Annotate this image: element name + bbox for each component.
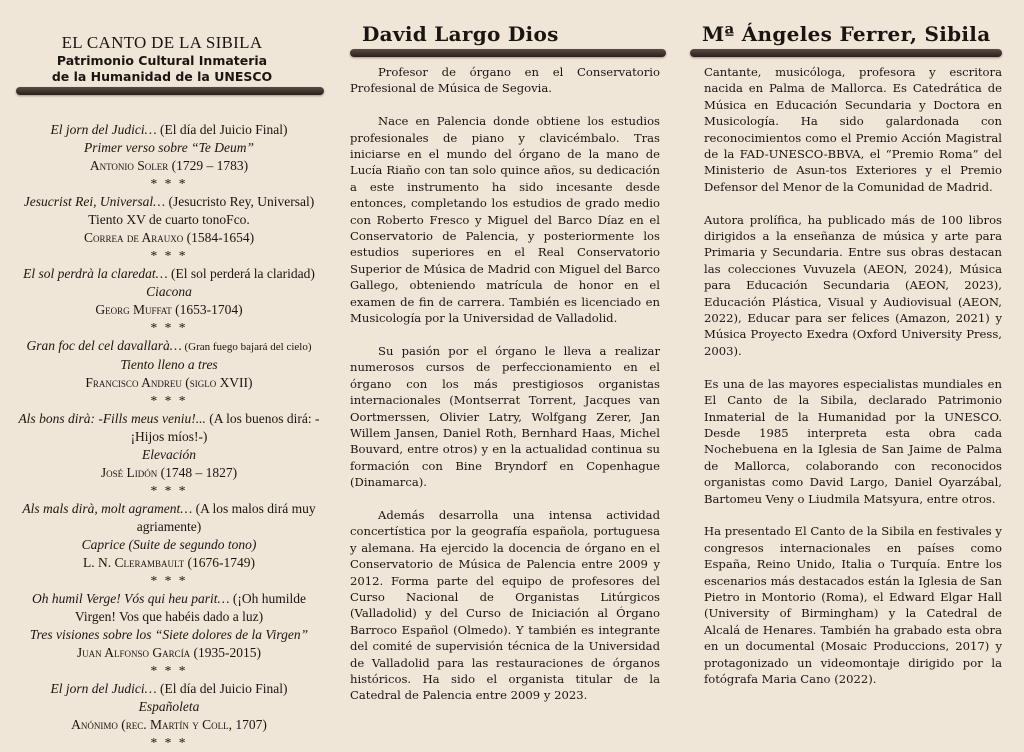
verse-translation: (A los malos dirá muy agriamente) bbox=[136, 501, 316, 534]
composer: José Lidón (1748 – 1827) bbox=[100, 465, 238, 480]
header-divider bbox=[690, 49, 1002, 57]
verse-translation: (El sol perderá la claridad) bbox=[167, 266, 315, 281]
bio-paragraph: Autora prolífica, ha publicado más de 100 libros dirigidos a la enseñanza de música y arte para Primaria y Secundaria. Entre sus obras destacan las colecciones Vuvuzela (AEON, 2024), Música para Educación Secundaria (AEON, 2023), Educación Plástica, Visual y Audiovisual (AEON, 2022), Educar para ser felices (Amazon, 2021) y Música Proyecto Exedra (Oxford University Press, 2003). bbox=[704, 212, 1002, 358]
separator-stars: * * * bbox=[150, 573, 188, 588]
organist-name: David Largo Dios bbox=[362, 22, 559, 46]
organ-work: Primer verso sobre “Te Deum” bbox=[83, 140, 254, 155]
separator-stars: * * * bbox=[150, 248, 188, 263]
verse-catalan: El jorn del Judici… bbox=[50, 122, 157, 137]
separator-stars: * * * bbox=[150, 393, 188, 408]
verse-translation: (El día del Juicio Final) bbox=[156, 681, 288, 696]
program-entry bbox=[12, 590, 326, 680]
singer-bio-column bbox=[690, 0, 1012, 724]
composer: Juan Alfonso García (1935-2015) bbox=[76, 645, 262, 660]
organ-work: Tiento lleno a tres bbox=[120, 357, 218, 372]
organist-bio-column bbox=[350, 0, 668, 724]
composer: Anónimo (rec. Martín y Coll, 1707) bbox=[71, 717, 267, 732]
verse-catalan: Gran foc del cel davallarà… bbox=[26, 338, 182, 353]
program-entry bbox=[12, 265, 326, 337]
song-verse bbox=[12, 680, 326, 698]
concert-subtitle bbox=[12, 53, 312, 85]
organ-work: Tres visiones sobre los “Siete dolores de la Virgen” bbox=[29, 627, 309, 642]
verse-translation: (A los buenos dirá: -¡Hijos míos!-) bbox=[130, 411, 320, 444]
organ-work: Elevación bbox=[142, 447, 196, 462]
composer: Correa de Arauxo (1584-1654) bbox=[83, 230, 255, 245]
program-list bbox=[12, 121, 326, 752]
separator-stars: * * * bbox=[150, 735, 188, 750]
verse-translation: (El día del Juicio Final) bbox=[156, 122, 288, 137]
subtitle-line-1: Patrimonio Cultural Inmateria bbox=[56, 53, 268, 68]
program-entry bbox=[12, 193, 326, 265]
singer-bio bbox=[704, 64, 1002, 704]
bio-paragraph: Cantante, musicóloga, profesora y escritora nacida en Palma de Mallorca. Es Catedrática de Música en Educación Secundaria y Doctora en Musicología. Ha sido galardonada con reconocimientos como el Premio Acción Magistral de la FAD-UNESCO-BBVA, el “Premio Roma” del Ministerio de Asun-tos Exteriores y el Premio Defensor del Menor de la Comunidad de Madrid. bbox=[704, 65, 1002, 194]
organ-work: Tiento XV de cuarto tonoFco. bbox=[88, 212, 250, 227]
program-entry bbox=[12, 337, 326, 410]
song-verse bbox=[12, 410, 326, 446]
program-column bbox=[12, 0, 342, 750]
bio-paragraph: Además desarrolla una intensa actividad concertística por la geografía española, portuguesa y alemana. Ha ejercido la docencia de órgano en el Conservatorio de Música de Palencia entre 2009 y 2012. Forma parte del equipo de profesores del Curso Nacional de Organistas Litúrgicos (Valladolid) y del Curso de Iniciación al Órgano Barroco Español (Olmedo). Y también es integrante del comité de supervisión técnica de la Universidad de Valladolid para las restauraciones de órganos históricos. Ha sido el organista titular de la Catedral de Palencia entre 2009 y 2023. bbox=[350, 507, 660, 703]
concert-title: EL CANTO DE LA SIBILA bbox=[61, 33, 263, 52]
separator-stars: * * * bbox=[150, 483, 188, 498]
verse-translation: (Gran fuego bajará del cielo) bbox=[181, 341, 312, 353]
verse-catalan: Jesucrist Rei, Universal… bbox=[23, 194, 166, 209]
song-verse bbox=[12, 265, 326, 283]
organ-work: Españoleta bbox=[138, 699, 200, 714]
verse-translation: (Jesucristo Rey, Universal) bbox=[165, 194, 315, 209]
header-divider bbox=[16, 87, 324, 95]
program-entry bbox=[12, 680, 326, 752]
song-verse bbox=[12, 590, 326, 626]
composer: Francisco Andreu (siglo XVII) bbox=[85, 375, 253, 390]
program-entry bbox=[12, 121, 326, 193]
program-entry bbox=[12, 410, 326, 500]
organ-work: Ciacona bbox=[146, 284, 192, 299]
singer-name: Mª Ángeles Ferrer, Sibila bbox=[702, 22, 991, 46]
bio-paragraph: Es una de las mayores especialistas mundiales en El Canto de la Sibila, declarado Patrimonio Inmaterial de la Humanidad por la UNESCO. Desde 1985 interpreta esta obra cada Nochebuena en la Iglesia de San Jaime de Palma de Mallorca, colaborando con reconocidos organistas como David Largo, Daniel Oyarzábal, Bartomeu Veny o Liudmila Matsyura, entre otros. bbox=[704, 376, 1002, 506]
song-verse bbox=[12, 500, 326, 536]
song-verse bbox=[12, 337, 326, 356]
verse-catalan: Oh humil Verge! Vós qui heu parit… bbox=[32, 591, 230, 606]
song-verse bbox=[12, 121, 326, 139]
composer: Antonio Soler (1729 – 1783) bbox=[89, 158, 249, 173]
verse-catalan: Als bons dirà: -Fills meus veniu!... bbox=[18, 411, 206, 426]
verse-catalan: El sol perdrà la claredat… bbox=[23, 266, 168, 281]
organist-bio bbox=[350, 64, 660, 720]
verse-catalan: Als mals dirà, molt agrament… bbox=[22, 501, 193, 516]
organ-work: Caprice (Suite de segundo tono) bbox=[81, 537, 257, 552]
bio-paragraph: Nace en Palencia donde obtiene los estudios profesionales de piano y clavicémbalo. Tras iniciarse en el mundo del órgano de la mano de Lucía Riaño con tan solo quince años, su dedicación a este instrumento ha sido incesante desde entonces, completando los estudios de grado medio con Roberto Fresco y Miguel del Barco Díaz en el Conservatorio de Palencia, y posteriormente los estudios superiores en el Real Conservatorio Superior de Música de Madrid con Miguel del Barco Gallego, obteniendo matrícula de honor en el examen de fin de carrera. También es licenciado en Musicología por la Universidad de Valladolid. bbox=[350, 114, 660, 326]
program-entry bbox=[12, 500, 326, 590]
bio-paragraph: Su pasión por el órgano le lleva a realizar numerosos cursos de perfeccionamiento en el órgano con los más prestigiosos organistas internacionales (Montserrat Torrent, Jacques van Oortmerssen, Olivier Latry, Wolfgang Zerer, Jan Willem Jansen, Daniel Roth, Bernhard Haas, Michel Bouvard, entre otros) y en la actualidad continua su formación con Bine Bryndorf en Copenhague (Dinamarca). bbox=[350, 343, 660, 490]
bio-paragraph: Profesor de órgano en el Conservatorio Profesional de Música de Segovia. bbox=[350, 65, 660, 96]
separator-stars: * * * bbox=[150, 176, 188, 191]
song-verse bbox=[12, 193, 326, 211]
subtitle-line-2: de la Humanidad de la UNESCO bbox=[51, 69, 273, 84]
separator-stars: * * * bbox=[150, 663, 188, 678]
verse-translation: (¡Oh humilde Virgen! Vos que habéis dado a luz) bbox=[74, 591, 306, 624]
separator-stars: * * * bbox=[150, 320, 188, 335]
composer: Georg Muffat (1653-1704) bbox=[95, 302, 243, 317]
header-divider bbox=[350, 49, 666, 57]
verse-catalan: El jorn del Judici… bbox=[50, 681, 157, 696]
bio-paragraph: Ha presentado El Canto de la Sibila en festivales y congresos internacionales en países como España, Reino Unido, Italia o Turquía. Entre los escenarios más destacados están la Iglesia de San Pietro in Montorio (Roma), el Edward Elgar Hall (University of Birmingham) y la Catedral de Alcalá de Henares. También ha grabado esta obra en un documental (Mosaic Produccions, 2017) y protagonizado un videomontaje dirigido por la fotógrafa Maria Cano (2022). bbox=[704, 524, 1002, 686]
composer: L. N. Clerambault (1676-1749) bbox=[82, 555, 256, 570]
